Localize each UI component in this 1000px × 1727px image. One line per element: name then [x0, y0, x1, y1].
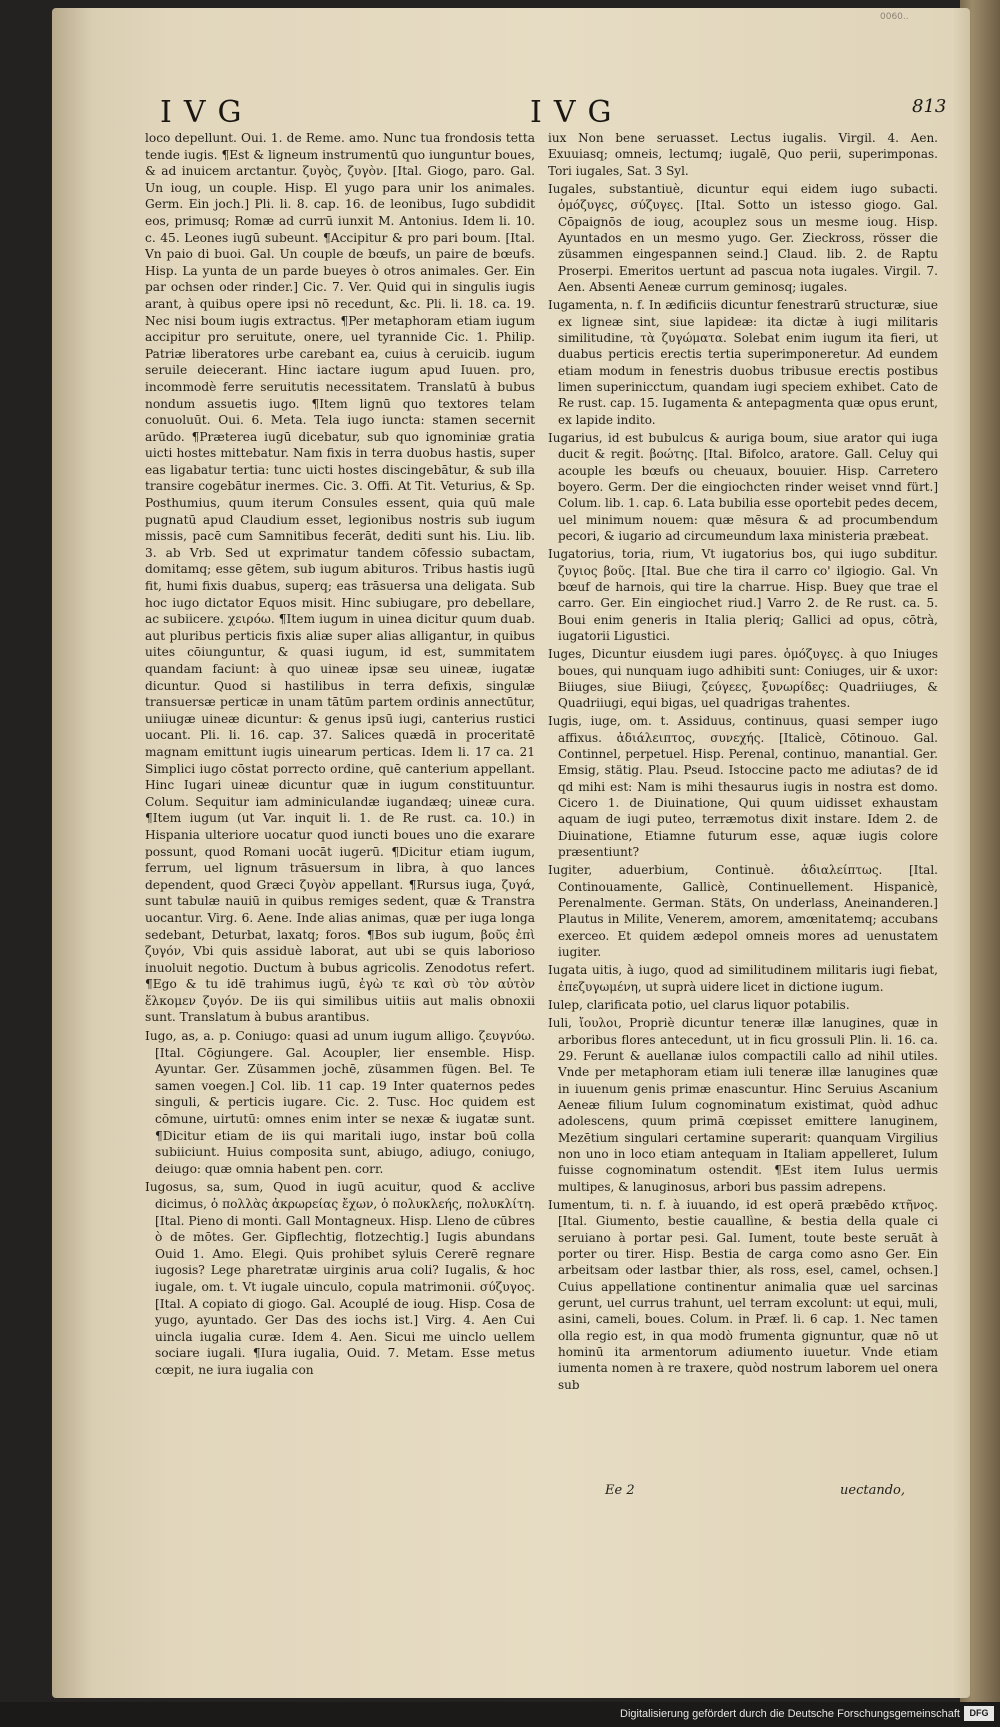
signature-mark: Ee 2: [605, 1483, 635, 1498]
right-paragraph: Iugata uitis, à iugo, quod ad similitudinem militaris iugi fiebat, ἐπεζυγωμένη, ut suprà uidere licet in dictione iugum.: [548, 963, 938, 994]
scan-stamp: 0060..: [880, 12, 909, 22]
right-paragraph: Iulep, clarificata potio, uel clarus liquor potabilis.: [548, 998, 850, 1013]
running-header-right: IVG: [530, 95, 624, 130]
right-paragraph: Iugis, iuge, om. t. Assiduus, continuus, quasi semper iugo affixus. ἀδιάλειπτος, συνεχής. [Italicè, Cōtinouo. Gal. Continnel, perpetuel. Hisp. Perenal, continuo, manantial. Ger. Emsig, stätig. Plau. Pseud. Istoccine pacto me adiutas? de id qd mihi est: Nam is mihi thesaurus iugis in nostra est domo. Cicero 1. de Diuinatione, Qui quum uidisset exhaustam aquam de iugi puteo, terræmotus dixit instare. Idem 2. de Diuinatione, Etiamne futurum esse, aquæ iugis colore præsentiunt?: [548, 714, 938, 860]
right-paragraph: Iuges, Dicuntur eiusdem iugi pares. ὁμόζυγες. à quo Iniuges boues, qui nunquam iugo adhibiti sunt: Coniuges, uir & uxor: Biiuges, siue Biiugi, ζεύγεες, ξυνωρίδες: Quadriiuges, & Quadriiugi, equi bigas, uel quadrigas trahentes.: [548, 647, 938, 711]
right-paragraph: Iugamenta, n. f. In ædificiis dicuntur fenestrarū structuræ, siue ex ligneæ sint, siue lapideæ: ita dictæ à iugi militaris similitudine, τὰ ζυγώματα. Solebat enim iugum ita fieri, ut duabus perticis erectis tertia superimponeretur. Ad eundem etiam modum in fenestris duobus tribusue erectis postibus limen superinicctum, quandam iugi speciem exhibet. Cato de Re rust. cap. 15. Iugamenta & antepagmenta quæ opus erunt, ex lapide indito.: [548, 298, 938, 427]
right-paragraph: Iugarius, id est bubulcus & auriga boum, siue arator qui iuga ducit & regit. βοώτης. [Ital. Bifolco, aratore. Gall. Celuy qui acouple les bœufs ou cheuaux, bouuier. Hisp. Carretero boyero. Germ. Der die eingiochcten rinder weiset vnnd fürt.] Colum. lib. 1. cap. 6. Lata bubilia esse oportebit pedes decem, uel minimum nouem: quæ mēsura & ad procumbendum pecori, & iugario ad circumeundum laxa ministeria præbeat.: [548, 430, 938, 543]
left-paragraph: Iugo, as, a. p. Coniugo: quasi ad unum iugum alligo. ζευγνύω. [Ital. Cōgiungere. Gal. Acoupler, lier ensemble. Hisp. Ayuntar. Ger. Züsammen jochē, züsammen fügen. Bel. Te samen voegen.] Col. lib. 11 cap. 19 Inter quaternos pedes singuli, & perticis iugare. Cic. 2. Tusc. Hoc quidem est cōmune, uirtutū: omnes enim inter se nexæ & iugatæ sunt. ¶Dicitur etiam de iis qui maritali iugo, instar boū colla subiiciunt. Huius composita sunt, abiugo, adiugo, coniugo, deiugo: quæ omnia habent pen. corr.: [145, 1029, 535, 1176]
left-column: [145, 130, 535, 1490]
running-header-left: IVG: [160, 95, 254, 130]
left-paragraph: loco depellunt. Oui. 1. de Reme. amo. Nunc tua frondosis tetta tende iugis. ¶Est & ligneum instrumentū quo iunguntur boues, & ad inuicem arctantur. ζυγὸς, ζυγὸν. [Ital. Giogo, paro. Gal. Un ioug, un couple. Hisp. El yugo para unir los animales. Germ. Ein joch.] Pli. li. 8. cap. 16. de leonibus, Iugo subdidit eos, primusq; Romæ ad currū iunxit M. Antonius. Idem li. 10. c. 45. Leones iugū subeunt. ¶Accipitur & pro pari boum. [Ital. Vn paio di buoi. Gal. Un couple de bœufs, un paire de bœufs. Hisp. La yunta de un parde bueyes ò otros animales. Ger. Ein par ochsen oder rinder.] Cic. 7. Ver. Quid qui in singulis iugis arant, à quibus opere ipsi nō recedunt, &c. Pli. li. 18. ca. 19. Nec nisi boum iugis extractus. ¶Per metaphoram etiam iugum accipitur pro seruitute, onere, uel tyrannide Cic. 1. Philip. Patriæ liberatores urbe carebant ea, cuius à ceruicib. iugum seruile deiecerant. Hinc iactare iugum apud Iuuen. pro, incommodè ferre seruitutis necessitatem. Translatū à bubus nondum assuetis iugo. ¶Item lignū quo textores telam conuoluūt. Oui. 6. Meta. Tela iugo iuncta: stamen secernit arūdo. ¶Præterea iugū dicebatur, sub quo ignominiæ gratia uicti hostes mittebatur. Nam fixis in terra duobus hastis, super eas ligabatur tertia: tunc uicti hostes discingebātur, & sub illa transire cogebātur inermes. Cic. 3. Offi. At Tit. Veturius, & Sp. Posthumius, quum iterum Consules essent, quia quū male pugnatū apud Claudium esset, legionibus nostris sub iugum missis, pacē cum Samnitibus fecerāt, dediti sunt his. Liu. lib. 3. ab Vrb. Sed ut exprimatur tandem cōfessio subactam, domitamq; esse gētem, sub iugum abituros. Tribus hastis iugū fit, humi fixis duabus, superq; eas trāsuersa una deligata. Sub hoc iugo dictator Equos misit. Hinc subiugare, pro debellare, ac subiicere. χειρόω. ¶Item iugum in uinea dicitur quum duab. aut pluribus perticis fixis aliæ super alias alligantur, in quibus uites cōiunguntur, & quasi iugum, id est, summitatem quandam faciunt: à quo uineæ ipsæ seu uineæ, iugatæ dicuntur. Quod si hastilibus in terra defixis, singulæ transuersæ perticæ in unam tātūm partem ordinis annectūtur, uniiugæ uineæ dicuntur: & genus ipsū iugi, canterius rustici uocant. Pli. li. 16. cap. 37. Salices quædā in proceritatē magnam emittunt iugis uinearum perticas. Idem li. 17 ca. 21 Simplici iugo cōstat porrecto ordine, quē canterium appellant. Hinc Iugari uineæ dicuntur quæ in iugum constituuntur. Colum. Sequitur iam adminiculandæ iugandæq; uineæ cura. ¶Item iugum (ut Var. inquit li. 1. de Re rust. ca. 10.) in Hispania ulteriore uocatur quod iuncti boues uno die exarare possunt, quod Romani uocāt iugerū. ¶Dicitur etiam iugum, ferrum, uel lignum trāsuersum in libra, à quo lances dependent, quod Græci ζυγὸν appellant. ¶Rursus iuga, ζυγά, sunt tabulæ nauiū in quibus remiges sedent, quæ & Transtra uocantur. Virg. 6. Aene. Inde alias animas, quæ per iuga longa sedebant, Deturbat, laxatq; foros. ¶Bos sub iugum, βοῦς ἐπὶ ζυγόν, Vbi quis assiduè laborat, aut ubi se quis laborioso inuoluit negotio. Ductum à bubus agricolis. Zenodotus refert. ¶Ego & tu idē trahimus iugū, ἐγὼ τε καὶ σὺ τὸν αὐτὸν ἕλκομεν ζυγόν. De iis qui similibus uitiis aut malis obnoxii sunt. Translatum à bubus arantibus.: [145, 131, 535, 1025]
right-paragraph: iux Non bene seruasset. Lectus iugalis. Virgil. 4. Aen. Exuuiasq; omneis, lectumq; iugalē, Quo perii, superimponas. Tori iugales, Sat. 3 Syl.: [548, 131, 938, 178]
right-paragraph: Iumentum, ti. n. f. à iuuando, id est operā præbēdo κτῆνος. [Ital. Giumento, bestie cauallìne, & bestia della quale ci seruiano à portar pesi. Gal. Iument, toute beste seruāt à porter ou tirer. Hisp. Bestia de carga como asno Ger. Ein arbeitsam oder lastbar thier, als ross, esel, camel, ochsen.] Cuius appellatione continentur animalia quæ uel sarcinas gerunt, uel currus trahunt, uel terram excolunt: ut equi, muli, asini, cameli, boues. Colum. in Præf. li. 6 cap. 1. Nec tamen olla regio est, in qua modò frumenta gignuntur, quæ nō ut hominū ita armentorum adiumento iuuetur. Vnde etiam iumenta nomen à re traxere, quòd nostrum laborem uel onera sub: [548, 1198, 938, 1392]
right-paragraph: Iuli, ἴουλοι, Propriè dicuntur teneræ illæ lanugines, quæ in arboribus flores antecedunt, ut in ficu grossuli Plin. li. 16. ca. 29. Ferunt & auellanæ iulos compactili callo ad nihil utiles. Vnde per metaphoram etiam iuli teneræ illæ lanugines quæ in iuuenum genis primæ enascuntur. Hinc Seruius Ascanium Aeneæ filium Iulum cognominatum existimat, quòd adhuc adolescens, quum primā cœpisset emittere lanuginem, Mezētium singulari certamine superarit: quanquam Virgilius non uno in loco etiam antequam in Italiam appelleret, Iulum fuisse cognominatum ostendit. ¶Est item Iulus uermis multipes, & lanuginosus, arbori bus passim adrepens.: [548, 1016, 938, 1194]
footer-credit: Digitalisierung gefördert durch die Deutsche Forschungsgemeinschaft: [620, 1708, 960, 1720]
dfg-logo: DFG: [964, 1706, 994, 1721]
left-paragraph: Iugosus, sa, sum, Quod in iugū acuitur, quod & acclive dicimus, ὁ πολλὰς ἀκρωρείας ἔχων, ὁ πολυκλεής, πολυκλίτη. [Ital. Pieno di monti. Gall Montagneux. Hisp. Lleno de cūbres ò de mōtes. Ger. Gipflechtig, flotzechtig.] Iugis abundans Ouid 1. Amo. Elegi. Quis prohibet syluis Cererē regnare iugosis? Lege pharetratæ uirginis arua coli? Iugalis, & hoc iugale, om. t. Vt iugale uinculo, copula matrimonii. σύζυγος. [Ital. A copiato di giogo. Gal. Acouplé de ioug. Hisp. Cosa de yugo, ayuntado. Ger Das des iochs ist.] Virg. 4. Aen Cui uincla iugalia curæ. Idem 4. Aen. Sicui me uinclo uellem sociare iugali. ¶Iura iugalia, Ouid. 7. Metam. Esse metus cœpit, ne iura iugalia con: [145, 1180, 535, 1377]
catchword: uectando,: [840, 1483, 905, 1498]
right-paragraph: Iugiter, aduerbium, Continuè. ἀδιαλείπτως. [Ital. Continouamente, Gallicè, Continuellement. Hispanicè, Perenalmente. German. Stäts, On underlass, Aneinanderen.] Plautus in Milite, Venerem, amorem, amœnitatemq; accubans exerceo. Et quidem ædepol omneis mores ad uenustatem iugiter.: [548, 863, 938, 960]
right-column: [548, 130, 938, 1440]
page-number: 813: [912, 96, 947, 117]
right-paragraph: Iugales, substantiuè, dicuntur equi eidem iugo subacti. ὁμόζυγες, σύζυγες. [Ital. Sotto un istesso giogo. Gal. Cōpaignōs de ioug, acouplez sous un mesme ioug. Hisp. Ayuntados en un mesmo yugo. Ger. Zieckross, rösser die züsammen eingespannen seind.] Claud. lib. 2. de Raptu Proserpi. Emeritos uertunt ad pascua nota iugales. Virgil. 7. Aen. Absenti Aeneæ currum geminosq; iugales.: [548, 181, 938, 294]
right-paragraph: Iugatorius, toria, rium, Vt iugatorius bos, qui iugo subditur. ζυγιος βοῦς. [Ital. Bue che tira il carro co' ilgiogio. Gal. Vn bœuf de harnois, qui tire la charrue. Hisp. Buey que trae el carro. Ger. Ein eingiochet riud.] Varro 2. de Re rust. ca. 5. Boui enim generis in Italia pleriq; Gallici ad opus, cōtrà, iugatorii Ligustici.: [548, 547, 938, 643]
